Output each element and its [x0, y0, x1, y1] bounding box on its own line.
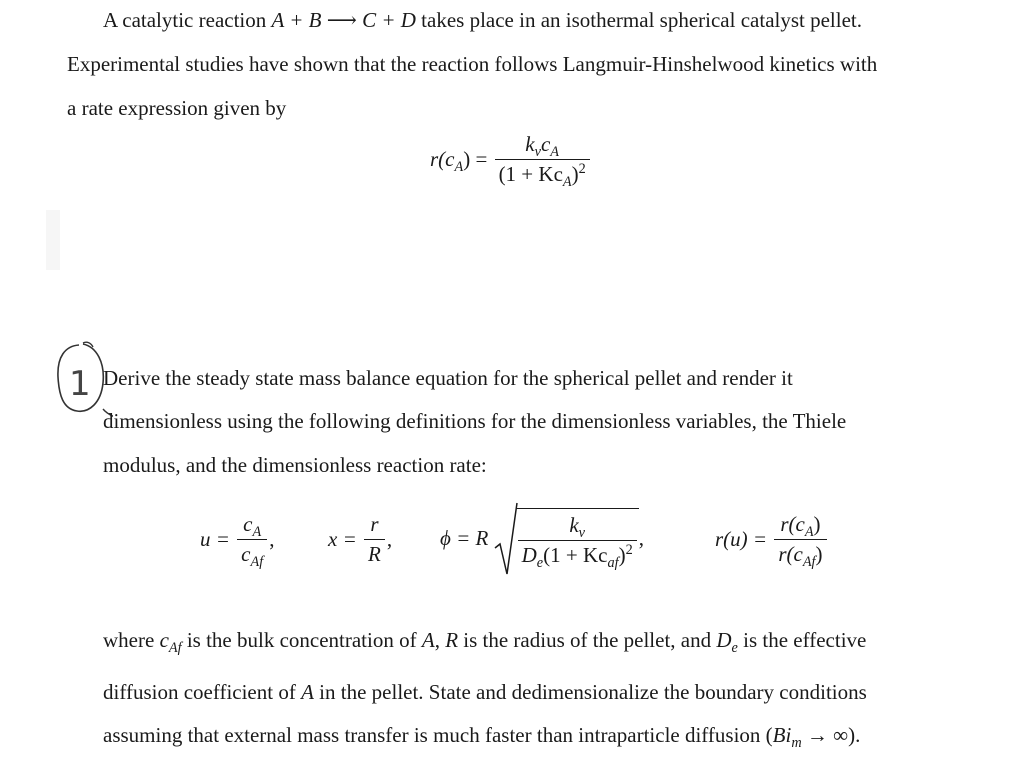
question-line-1: Derive the steady state mass balance equation for the spherical pellet and render it [103, 366, 793, 390]
closing-line-3: assuming that external mass transfer is much faster than intraparticle diffusion ($Bi_m$ → ∞). [103, 723, 861, 751]
definition-thiele-modulus: ϕ = R $\frac{k_v}{D_e(1 + Kc_{af})^2}$ , [440, 508, 644, 568]
rate-equation: $r(c_A)$ = $\frac{k_vc_A}{(1 + Kc_A)^2}$ [430, 132, 592, 187]
question-line-2: dimensionless using the following definitions for the dimensionless variables, the Thiele [103, 409, 847, 433]
closing-line-2: diffusion coefficient of A in the pellet. State and dedimensionalize the boundary conditions [103, 680, 867, 704]
definition-x: x = $\frac{r}{R}$ , [328, 512, 393, 566]
definition-u: u = $\frac{c_A}{c_{Af}}$ , [200, 512, 275, 570]
intro-line-2: Experimental studies have shown that the reaction follows Langmuir-Hinshelwood kinetics with [67, 52, 878, 76]
square-root: $\frac{k_v}{D_e(1 + Kc_{af})^2}$ [494, 508, 639, 568]
intro-line-3: a rate expression given by [67, 96, 287, 120]
closing-line-1: where $c_{Af}$ is the bulk concentration of A, R is the radius of the pellet, and $D_e$ is the effective [103, 628, 867, 656]
definition-reaction-rate: r(u) = $\frac{r(c_A)}{r(c_{Af})}$ [715, 512, 829, 567]
intro-line-1: A catalytic reaction A + B ⟶ C + D takes place in an isothermal spherical catalyst pellet. [103, 8, 862, 32]
scan-artifact [46, 210, 60, 270]
question-line-3: modulus, and the dimensionless reaction rate: [103, 453, 487, 477]
rate-fraction: $\frac{k_vc_A}{(1 + Kc_A)^2}$ [495, 132, 590, 187]
reaction-equation: A + B ⟶ C + D [271, 8, 416, 32]
radical-sign-icon [494, 502, 518, 578]
question-number: 1 [69, 364, 91, 404]
